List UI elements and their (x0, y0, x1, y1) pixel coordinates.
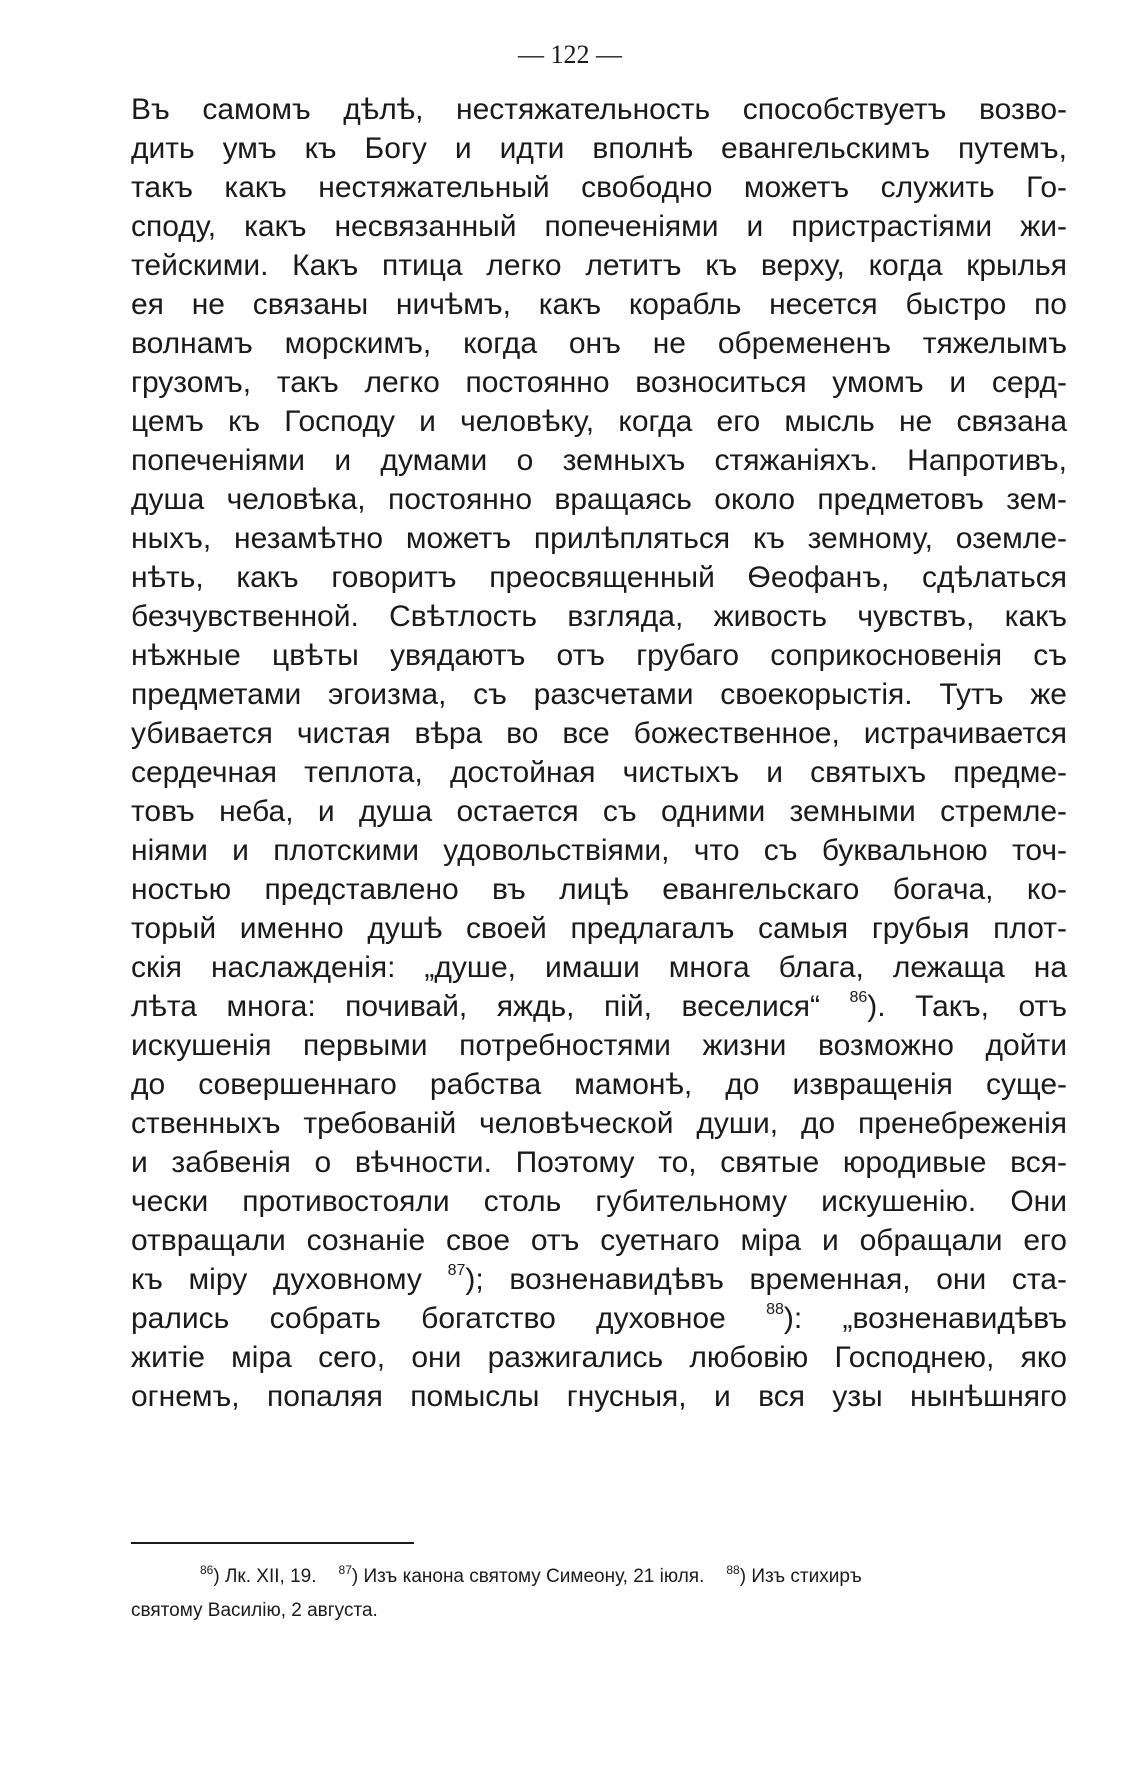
text-line: дить умъ къ Богу и идти вполнѣ евангельскимъ путемъ, (131, 132, 1067, 165)
text-line: цемъ къ Господу и человѣку, когда его мысль не связана (131, 405, 1067, 438)
text-line: огнемъ, попаляя помыслы гнусныя, и вся узы нынѣшняго (131, 1380, 1067, 1413)
footnote-divider (131, 1542, 414, 1544)
text-line: ностью представлено въ лицѣ евангельскаго богача, ко- (131, 873, 1067, 906)
text-line: скія наслажденія: „душе, имаши многа блага, лежаща на (131, 951, 1067, 984)
text-line: грузомъ, такъ легко постоянно возноситься умомъ и серд- (131, 366, 1067, 399)
text-segment: рались собрать богатство духовное (131, 1302, 767, 1335)
body-text (131, 90, 1067, 1416)
text-line-footnote-ref (131, 1260, 1067, 1299)
text-line: безчувственной. Свѣтлость взгляда, живость чувствъ, какъ (131, 600, 1067, 633)
footnote-ref-86[interactable]: 86 (849, 989, 868, 1006)
footnote-number-86: 86 (200, 1563, 214, 1577)
text-line: Въ самомъ дѣлѣ, нестяжательность способствуетъ возво- (131, 93, 1067, 126)
footnote-number-88: 88 (726, 1563, 740, 1577)
footnotes (131, 1560, 1067, 1628)
text-line: убивается чистая вѣра во все божественное, истрачивается (131, 717, 1067, 750)
text-line-footnote-ref (131, 1299, 1067, 1338)
text-line: и забвенія о вѣчности. Поэтому то, святые юродивые вся- (131, 1146, 1067, 1179)
text-segment: лѣта многа: почивай, яждь, пій, веселися“ (131, 990, 850, 1023)
footnote-ref-88[interactable]: 88 (766, 1301, 784, 1318)
text-line: ніями и плотскими удовольствіями, что съ буквальною точ- (131, 834, 1067, 867)
text-segment: ): „возненавидѣвъ (783, 1302, 1067, 1335)
text-line: до совершеннаго рабства мамонѣ, до извращенія суще- (131, 1068, 1067, 1101)
text-line: душа человѣка, постоянно вращаясь около предметовъ зем- (131, 483, 1067, 516)
text-line: отвращали сознаніе свое отъ суетнаго міра и обращали его (131, 1224, 1067, 1257)
text-line: сердечная теплота, достойная чистыхъ и святыхъ предме- (131, 756, 1067, 789)
text-line: товъ неба, и душа остается съ одними земными стремле- (131, 795, 1067, 828)
text-line: такъ какъ нестяжательный свободно можетъ служить Го- (131, 171, 1067, 204)
footnote-text-88: ) Изъ стихиръ (739, 1566, 862, 1587)
text-line: предметами эгоизма, съ разсчетами своекорыстія. Тутъ же (131, 678, 1067, 711)
footnote-ref-87[interactable]: 87 (447, 1262, 466, 1279)
text-segment: ). Такъ, отъ (867, 990, 1067, 1023)
text-line: торый именно душѣ своей предлагалъ самыя грубыя плот- (131, 912, 1067, 945)
text-line: тейскими. Какъ птица легко летитъ къ верху, когда крылья (131, 249, 1067, 282)
text-line: ственныхъ требованій человѣческой души, до пренебреженія (131, 1107, 1067, 1140)
footnote-line: святому Василію, 2 августа. (131, 1600, 378, 1621)
footnote-text-86: ) Лк. XII, 19. (213, 1566, 317, 1587)
text-line: нѣть, какъ говоритъ преосвященный Ѳеофанъ, сдѣлаться (131, 561, 1067, 594)
text-line: волнамъ морскимъ, когда онъ не обремененъ тяжелымъ (131, 327, 1067, 360)
text-line: споду, какъ несвязанный попеченіями и пристрастіями жи- (131, 210, 1067, 243)
footnote-number-87: 87 (338, 1563, 352, 1577)
text-line: ея не связаны ничѣмъ, какъ корабль несется быстро по (131, 288, 1067, 321)
text-segment: къ міру духовному (131, 1263, 448, 1296)
text-line: житіе міра сего, они разжигались любовію Господнею, яко (131, 1341, 1067, 1374)
text-line: попеченіями и думами о земныхъ стяжаніяхъ. Напротивъ, (131, 444, 1067, 477)
text-line-footnote-ref (131, 987, 1067, 1026)
text-line: чески противостояли столь губительному искушенію. Они (131, 1185, 1067, 1218)
text-line: ныхъ, незамѣтно можетъ прилѣпляться къ земному, оземле- (131, 522, 1067, 555)
text-segment: ); возненавидѣвъ временная, они ста- (465, 1263, 1067, 1296)
footnote-line (131, 1560, 1067, 1594)
page-number: — 122 — (518, 40, 622, 69)
footnote-text-87: ) Изъ канона святому Симеону, 21 іюля. (351, 1566, 705, 1587)
text-line: искушенія первыми потребностями жизни возможно дойти (131, 1029, 1067, 1062)
text-line: нѣжные цвѣты увядаютъ отъ грубаго соприкосновенія съ (131, 639, 1067, 672)
